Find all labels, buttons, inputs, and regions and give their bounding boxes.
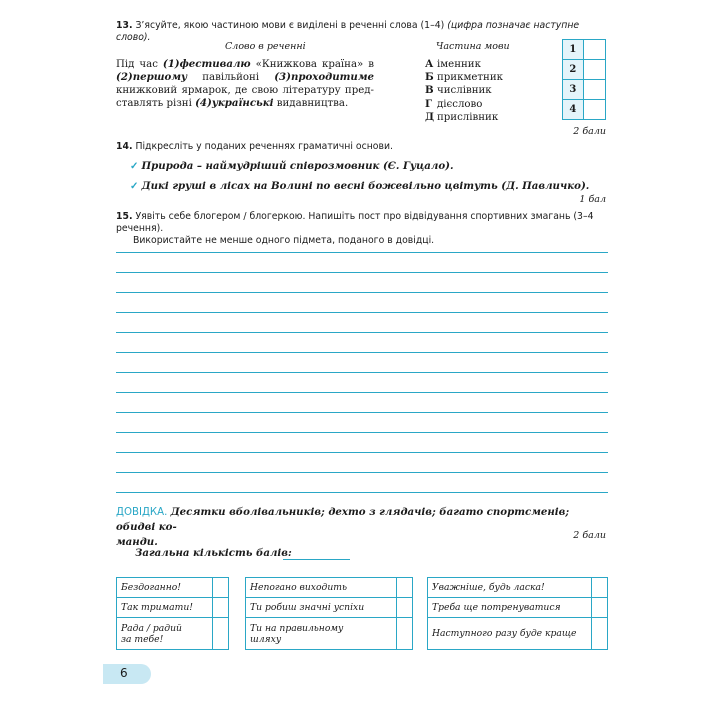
writing-line[interactable] bbox=[116, 252, 608, 253]
checkmark-icon: ✓ bbox=[130, 160, 139, 172]
feedback-text: Ти робиш значні успіхи bbox=[246, 598, 397, 618]
q14-sentence-2[interactable] bbox=[130, 180, 589, 192]
pos-option: В числівник bbox=[425, 84, 492, 97]
page-number: 6 bbox=[120, 666, 128, 680]
marked-word-2: (2)першому bbox=[116, 71, 188, 83]
writing-line[interactable] bbox=[116, 372, 608, 373]
q14-points: 1 бал bbox=[579, 194, 606, 205]
checkmark-icon: ✓ bbox=[130, 180, 139, 192]
marked-word-3: (3)проходитиме bbox=[274, 71, 374, 83]
sentence-text: Дикі груші в лісах на Волині по весні божевільно цвітуть (Д. Павличко). bbox=[141, 180, 590, 192]
instruction-line-2: Використайте не менше одного підмета, поданого в довідці. bbox=[133, 235, 435, 246]
answer-row-number: 3 bbox=[563, 80, 584, 100]
pos-column-header: Частина мови bbox=[436, 41, 510, 52]
reference-text-2: манди. bbox=[116, 536, 158, 548]
answer-row-number: 4 bbox=[563, 100, 584, 120]
marked-word-4: (4)українські bbox=[195, 97, 274, 109]
writing-line[interactable] bbox=[116, 452, 608, 453]
answer-box[interactable] bbox=[583, 60, 605, 80]
question-number: 13. bbox=[116, 20, 133, 31]
feedback-checkbox[interactable] bbox=[397, 598, 413, 618]
q15-points: 2 бали bbox=[573, 530, 606, 541]
answer-box[interactable] bbox=[583, 100, 605, 120]
reference-label: ДОВІДКА. bbox=[116, 507, 168, 518]
marked-word-1: (1)фестивалю bbox=[162, 58, 251, 70]
pos-option: Б прикметник bbox=[425, 71, 504, 84]
writing-line[interactable] bbox=[116, 292, 608, 293]
feedback-checkbox[interactable] bbox=[213, 618, 229, 650]
pos-options-list bbox=[425, 58, 503, 124]
feedback-text: Уважніше, будь ласка! bbox=[428, 578, 592, 598]
instruction-text: З’ясуйте, якою частиною мови є виділені в реченні слова (1–4) bbox=[135, 20, 445, 31]
feedback-checkbox[interactable] bbox=[397, 618, 413, 650]
answer-box[interactable] bbox=[583, 80, 605, 100]
sentence-part: книжковий ярмарок, де свою літературу пред- bbox=[116, 85, 374, 96]
feedback-checkbox[interactable] bbox=[213, 578, 229, 598]
reference-text-1: Десятки вболівальників; дехто з глядачів; багато спортсменів; обидві ко- bbox=[116, 506, 570, 533]
question-number: 14. bbox=[116, 141, 133, 152]
feedback-column-2 bbox=[245, 577, 413, 650]
feedback-text: Рада / радий за тебе! bbox=[117, 618, 213, 650]
writing-line[interactable] bbox=[116, 392, 608, 393]
feedback-checkbox[interactable] bbox=[397, 578, 413, 598]
feedback-text: Так тримати! bbox=[117, 598, 213, 618]
q13-sentence bbox=[116, 58, 374, 110]
sentence-column-header: Слово в реченні bbox=[225, 41, 306, 52]
writing-line[interactable] bbox=[116, 312, 608, 313]
feedback-checkbox[interactable] bbox=[592, 578, 608, 598]
question-number: 15. bbox=[116, 211, 133, 222]
writing-line[interactable] bbox=[116, 272, 608, 273]
sentence-part: «Книжкова країна» в bbox=[250, 59, 374, 70]
instruction-text: Підкресліть у поданих реченнях граматичні основи. bbox=[135, 141, 393, 152]
feedback-checkbox[interactable] bbox=[213, 598, 229, 618]
feedback-column-1 bbox=[116, 577, 229, 650]
pos-option: А іменник bbox=[425, 58, 481, 70]
answer-row-number: 1 bbox=[563, 40, 584, 60]
answer-grid bbox=[562, 39, 606, 120]
q13-points: 2 бали bbox=[573, 126, 606, 137]
instruction-line-1: Уявіть себе блогером / блогеркою. Напишіть пост про відвідування спортивних змагань (3–4 речення). bbox=[116, 211, 594, 234]
writing-line[interactable] bbox=[116, 412, 608, 413]
answer-box[interactable] bbox=[583, 40, 605, 60]
writing-line[interactable] bbox=[116, 432, 608, 433]
question-15-instruction bbox=[116, 211, 611, 247]
question-14-instruction bbox=[116, 141, 393, 152]
sentence-text: Природа – наймудріший співрозмовник (Є. Гуцало). bbox=[141, 160, 454, 172]
total-score-field[interactable] bbox=[283, 559, 350, 560]
q14-sentence-1[interactable] bbox=[130, 160, 454, 172]
feedback-checkbox[interactable] bbox=[592, 618, 608, 650]
feedback-text: Наступного разу буде краще bbox=[428, 618, 592, 650]
writing-line[interactable] bbox=[116, 332, 608, 333]
reference-note bbox=[116, 505, 608, 549]
sentence-part: ставлять різні bbox=[116, 98, 196, 109]
writing-line[interactable] bbox=[116, 352, 608, 353]
feedback-text: Треба ще потренуватися bbox=[428, 598, 592, 618]
pos-option: Г дієслово bbox=[425, 97, 483, 110]
feedback-text: Ти на правильному шляху bbox=[246, 618, 397, 650]
total-score-label: Загальна кількість балів: bbox=[135, 547, 292, 559]
instruction-hint: (цифра позначає наступне слово). bbox=[116, 20, 580, 43]
sentence-part: Під час bbox=[116, 59, 163, 70]
question-13-instruction bbox=[116, 20, 596, 44]
feedback-text: Бездоганно! bbox=[117, 578, 213, 598]
feedback-text: Непогано виходить bbox=[246, 578, 397, 598]
sentence-part: павільйоні bbox=[187, 72, 275, 83]
writing-line[interactable] bbox=[116, 492, 608, 493]
sentence-part: видавництва. bbox=[273, 98, 349, 109]
pos-option: Д прислівник bbox=[425, 110, 499, 123]
writing-line[interactable] bbox=[116, 472, 608, 473]
feedback-checkbox[interactable] bbox=[592, 598, 608, 618]
feedback-column-3 bbox=[427, 577, 608, 650]
answer-row-number: 2 bbox=[563, 60, 584, 80]
